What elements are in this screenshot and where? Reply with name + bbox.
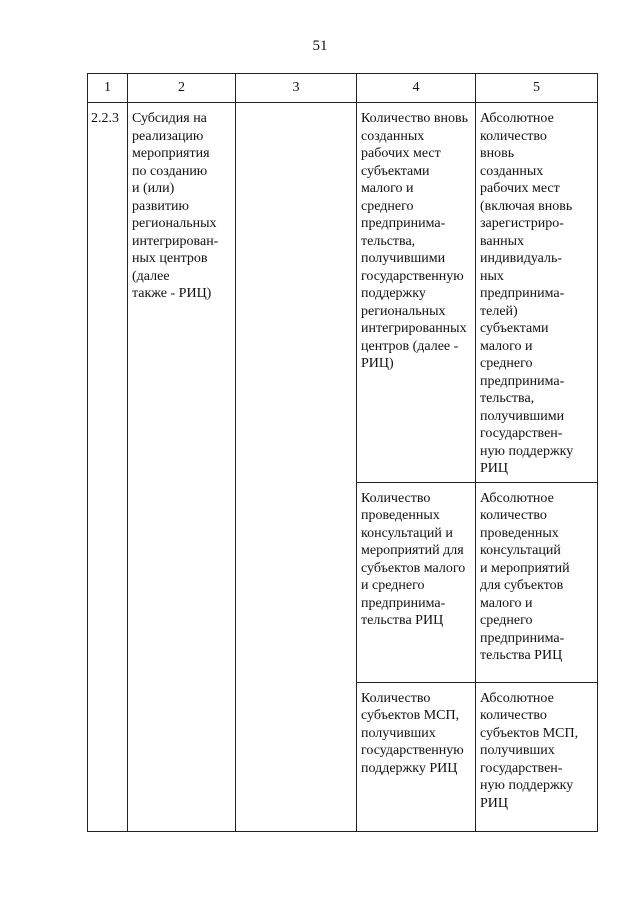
column-header-4: 4 xyxy=(357,74,476,103)
page-number: 51 xyxy=(312,38,328,54)
table-row xyxy=(88,103,598,483)
column-3-cell xyxy=(236,103,357,832)
column-header-1: 1 xyxy=(88,74,128,103)
indicator-unit-cell xyxy=(476,482,598,682)
column-3-text xyxy=(236,103,356,114)
table-header-row xyxy=(88,74,598,103)
column-header-3: 3 xyxy=(236,74,357,103)
row-number: 2.2.3 xyxy=(91,111,119,126)
indicator-name-cell xyxy=(357,103,476,483)
indicator-name: Количество субъектов МСП, получивших государственную поддержку РИЦ xyxy=(361,690,464,776)
indicator-name: Количество проведенных консультаций и мероприятий для субъектов малого и среднего предпринима- тельства РИЦ xyxy=(361,490,466,628)
row-number-cell xyxy=(88,103,128,832)
indicator-name: Количество вновь созданных рабочих мест субъектами малого и среднего предпринима- тельства, получившими государственную поддержку региональных интегрированных центров (далее - РИЦ) xyxy=(361,111,468,371)
indicator-unit: Абсолютное количество субъектов МСП, получивших государствен- ную поддержку РИЦ xyxy=(480,690,579,811)
indicator-unit: Абсолютное количество проведенных консультаций и мероприятий для субъектов малого и среднего предпринима- тельства РИЦ xyxy=(480,490,570,663)
column-header-2: 2 xyxy=(128,74,236,103)
indicators-table xyxy=(87,73,598,832)
indicator-unit-cell xyxy=(476,103,598,483)
measure-cell xyxy=(128,103,236,832)
indicator-unit-cell xyxy=(476,682,598,831)
indicator-name-cell xyxy=(357,482,476,682)
column-header-5: 5 xyxy=(476,74,598,103)
measure-text: Субсидия на реализацию мероприятия по созданию и (или) развитию региональных интегрирован- ных центров (далее также - РИЦ) xyxy=(132,111,219,301)
indicator-unit: Абсолютное количество вновь созданных рабочих мест (включая вновь зарегистриро- ванных индивидуаль- ных предпринима- телей) субъектами малого и среднего предпринима- тельства, получившими государствен- ную поддержку РИЦ xyxy=(480,111,574,476)
indicator-name-cell xyxy=(357,682,476,831)
